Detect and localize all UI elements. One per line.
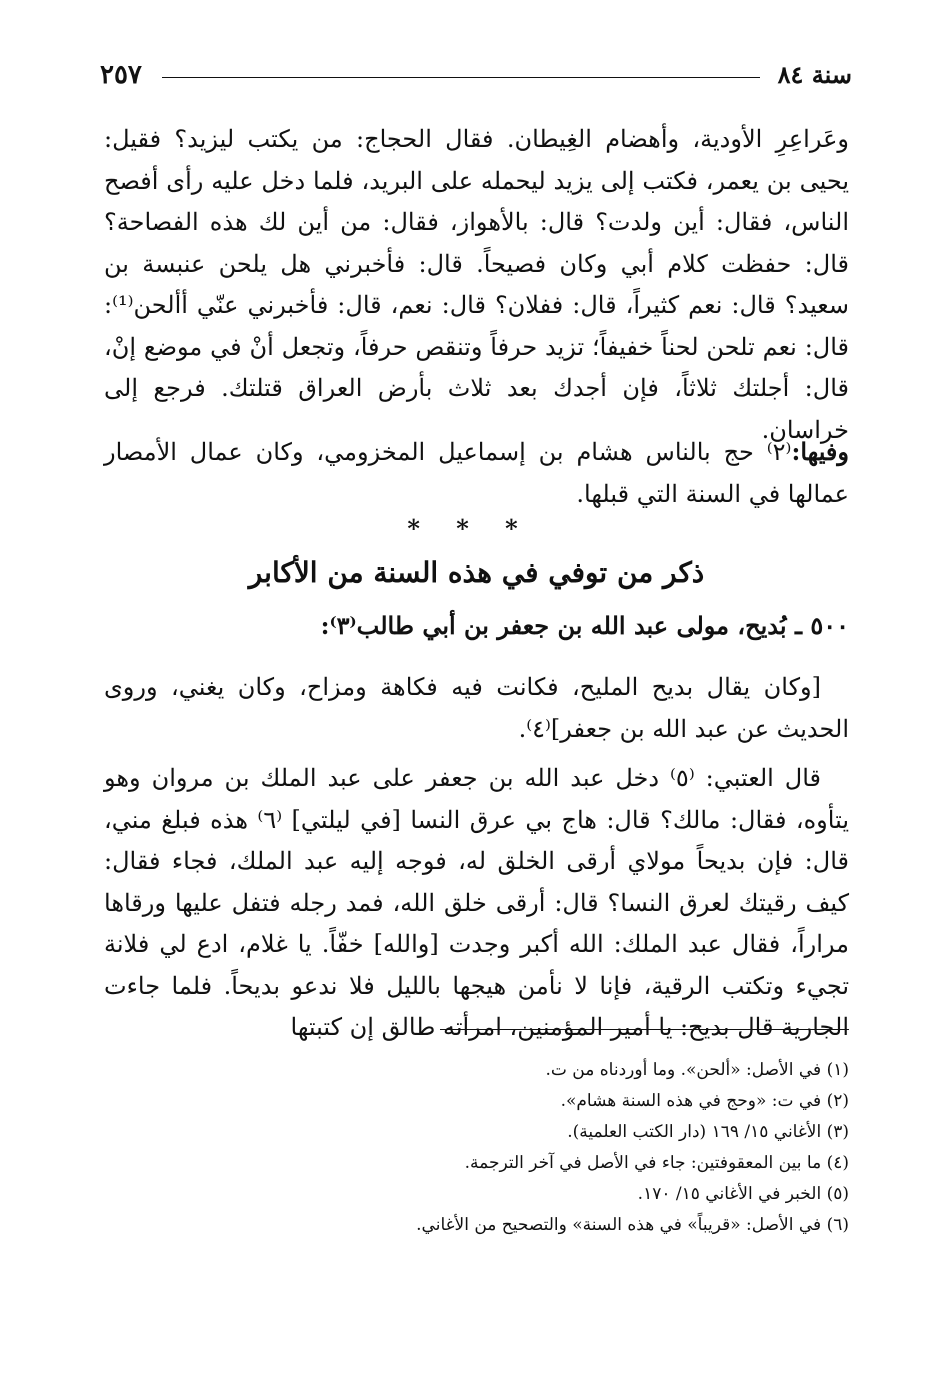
entry-heading: ٥٠٠ ـ بُديح، مولى عبد الله بن جعفر بن أبي طالب⁽٣⁾: <box>320 611 849 640</box>
section-divider-stars: * * * <box>407 514 532 543</box>
footnote-3: (٣) الأغاني ١٥/ ١٦٩ (دار الكتب العلمية). <box>567 1122 849 1142</box>
footnote-5: (٥) الخبر في الأغاني ١٥/ ١٧٠. <box>637 1184 849 1204</box>
paragraph-hajj-leader <box>104 431 849 515</box>
paragraph-budaih-bio: [وكان يقال بديح المليح، فكانت فيه فكاهة ومزاح، وكان يغني، وروى الحديث عن عبد الله بن جعفر]⁽٤⁾. <box>104 673 849 743</box>
running-head: سنة ٨٤ <box>777 60 852 89</box>
page-header <box>100 60 852 96</box>
page-number: ٢٥٧ <box>100 60 142 90</box>
footnote-rule <box>440 1029 849 1030</box>
paragraph-text: ⁽٢⁾ حج بالناس هشام بن إسماعيل المخزومي، وكان عمال الأمصار عمالها في السنة التي قبلها. <box>104 438 849 508</box>
paragraph-utbi-story: قال العتبي: ⁽٥⁾ دخل عبد الله بن جعفر على عبد الملك بن مروان وهو يتأوه، فقال: مالك؟ قال: هاج بي عرق النسا [في ليلتي] ⁽٦⁾ هذه فبلغ مني، قال: فإن بديحاً مولاي أرقى الخلق له، فوجه إليه عبد الملك، فجاء فقال: كيف رقيتك لعرق النسا؟ قال: أرقى خلق الله، فمد رجله فتفل عليها ورقاها مراراً، فقال عبد الملك: الله أكبر وجدت [والله] خفّاً. يا غلام، ادع لي فلانة تجيء وتكتب الرقية، فإنا لا نأمن هيجها بالليل فلا ندعو بديحاً. فلما جاءت الجارية قال بديح: يا أمير المؤمنين، امرأته طالق إن كتبتها <box>104 764 849 1041</box>
paragraph-hajjaj: وعَراعِرِ الأودية، وأهضام الغِيطان. فقال الحجاج: من يكتب ليزيد؟ فقيل: يحيى بن يعمر، فكتب إلى يزيد ليحمله على البريد، فلما دخل عليه رأى أفصح الناس، فقال: أين ولدت؟ قال: بالأهواز، فقال: من أين لك هذه الفصاحة؟ قال: حفظت كلام أبي وكان فصيحاً. قال: فأخبرني هل يلحن عنبسة بن سعيد؟ قال: نعم كثيراً، قال: ففلان؟ قال: نعم، قال: فأخبرني عنّي أألحن⁽¹⁾: قال: نعم تلحن لحناً خفيفاً؛ تزيد حرفاً وتنقص حرفاً، وتجعل أنْ في موضع إنْ، قال: أجلتك ثلاثاً، فإن أجدك بعد ثلاث بأرض العراق قتلتك. فرجع إلى خراسان. <box>104 125 849 444</box>
footnote-4: (٤) ما بين المعقوفتين: جاء في الأصل في آخر الترجمة. <box>464 1153 849 1173</box>
footnote-2: (٢) في ت: «وحج في هذه السنة هشام». <box>560 1091 849 1111</box>
footnote-6: (٦) في الأصل: «قريباً» في هذه السنة» والتصحيح من الأغاني. <box>416 1215 849 1235</box>
footnote-1: (١) في الأصل: «ألحن». وما أوردناه من ت. <box>545 1060 849 1080</box>
section-title: ذكر من توفي في هذه السنة من الأكابر <box>248 556 705 589</box>
header-rule <box>162 77 760 78</box>
paragraph-lead-word: وفيها: <box>791 437 849 466</box>
footnotes <box>104 1055 849 1241</box>
